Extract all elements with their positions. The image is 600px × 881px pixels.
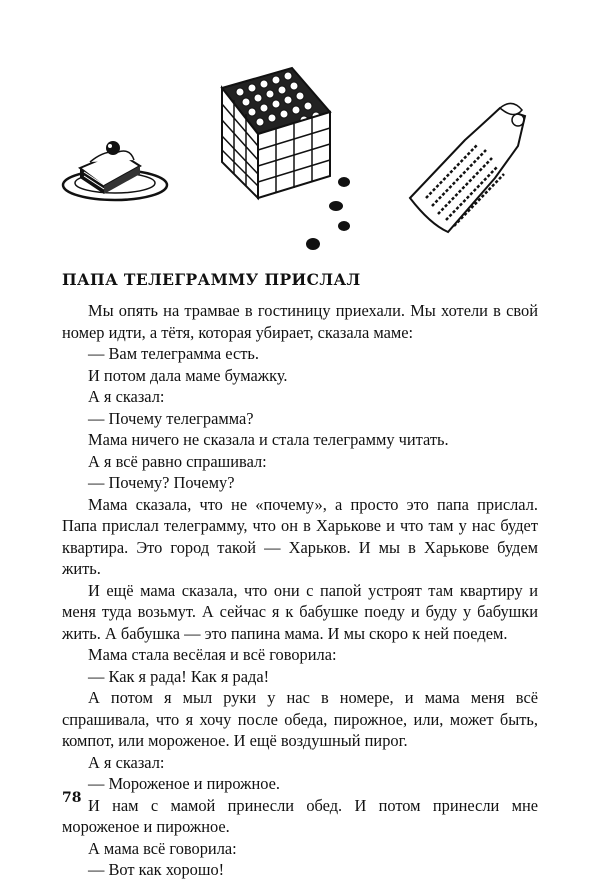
paragraph: — Почему телеграмма?	[88, 408, 254, 428]
paragraph: И потом дала маме бумажку.	[88, 365, 288, 385]
paragraph: И нам с мамой принесли обед. И потом принесли мне мороженое и пирожное.	[62, 795, 538, 836]
paragraph: И ещё мама сказала, что они с папой устроят там квартиру и меня туда возьмут. А сейчас я к бабушке поеду и буду у бабушки жить. А бабушка — это папина мама. И мы скоро к ней поедем.	[62, 580, 538, 643]
strawberries-icon	[306, 177, 350, 250]
chapter-text	[62, 300, 538, 881]
paragraph: Мама ничего не сказала и стала телеграмму читать.	[88, 430, 449, 449]
paragraph: — Вот как хорошо!	[88, 860, 225, 879]
paragraph: Мама стала весёлая и всё говорила:	[88, 645, 337, 664]
paragraph: — Почему? Почему?	[88, 473, 235, 492]
chapter-title: ПАПА ТЕЛЕГРАММУ ПРИСЛАЛ	[62, 270, 361, 289]
paragraph: А я сказал:	[88, 387, 165, 406]
paragraph: А я сказал:	[88, 752, 165, 772]
cake-slice-icon	[63, 141, 167, 200]
paragraph: Мама сказала, что не «почему», а просто это папа прислал. Папа прислал телеграмму, что он в Харькове и что там у нас будет квартира. Это город такой — Харьков. И мы в Харькове будем жить.	[62, 494, 538, 578]
paragraph: Мы опять на трамвае в гостиницу приехали. Мы хотели в свой номер идти, а тётя, которая убирает, сказала маме:	[62, 301, 538, 342]
paragraph: А потом я мыл руки у нас в номере, и мама меня всё спрашивала, что я хочу после обеда, пирожное, или, может быть, компот, или мороженое. И ещё воздушный пирог.	[62, 688, 538, 750]
paragraph: А мама всё говорила:	[88, 838, 237, 858]
paragraph: — Как я рада! Как я рада!	[88, 666, 270, 686]
strawberry-basket-icon	[222, 68, 330, 198]
telegram-icon	[410, 103, 525, 232]
page-number: 78	[62, 790, 82, 806]
paragraph: — Вам телеграмма есть.	[88, 344, 259, 363]
paragraph: А я всё равно спрашивал:	[88, 451, 267, 471]
illustration	[0, 0, 600, 262]
paragraph: — Мороженое и пирожное.	[88, 774, 281, 793]
